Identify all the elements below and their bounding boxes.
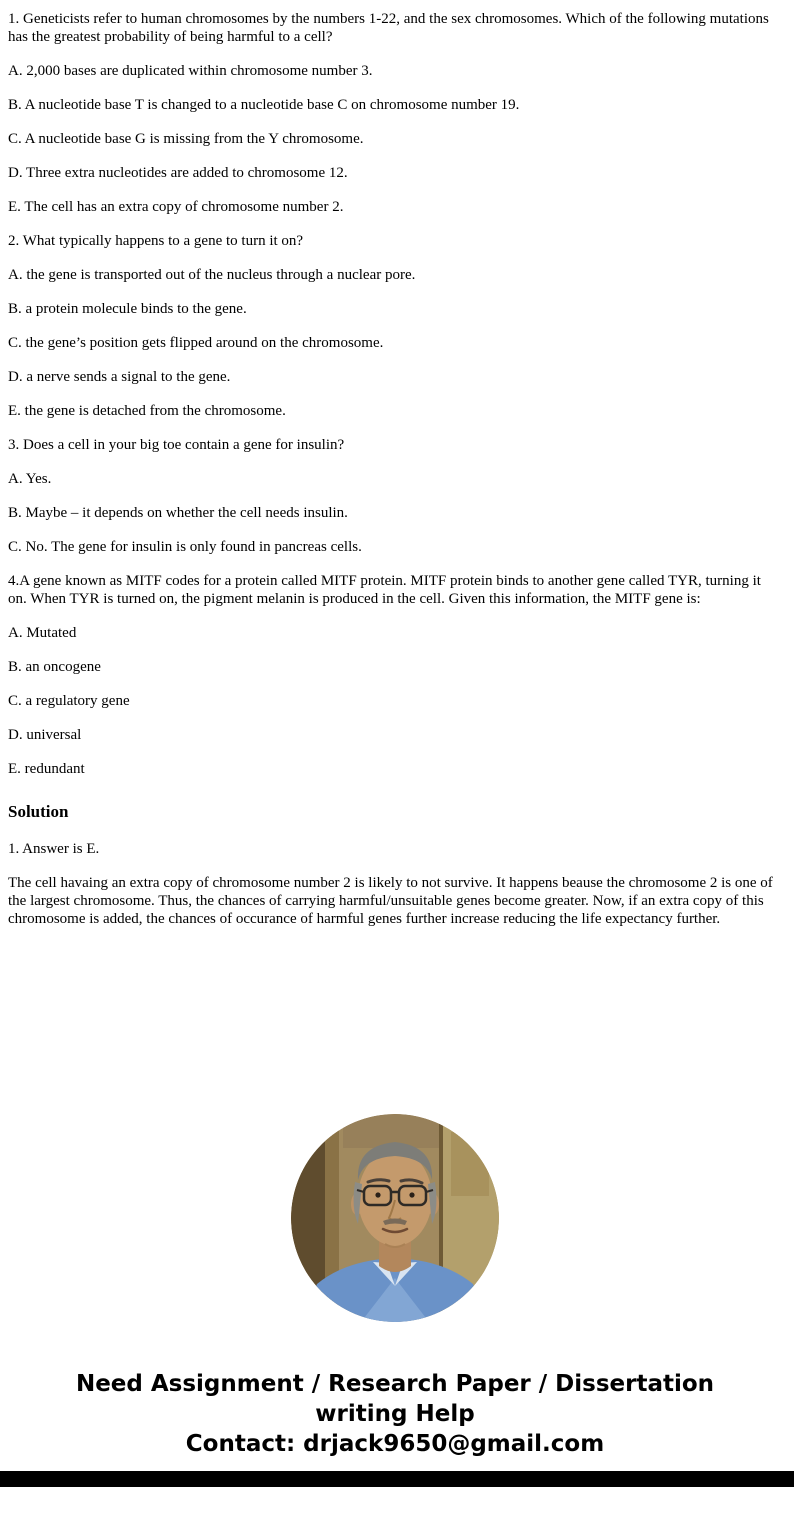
question-2-option-a: A. the gene is transported out of the nucleus through a nuclear pore. <box>8 267 416 283</box>
question-3-option-c: C. No. The gene for insulin is only found in pancreas cells. <box>8 539 362 555</box>
answer-line: 1. Answer is E. <box>8 841 100 857</box>
question-1-option-a: A. 2,000 bases are duplicated within chromosome number 3. <box>8 63 373 79</box>
question-4-option-c: C. a regulatory gene <box>8 693 130 709</box>
question-4-option-d: D. universal <box>8 727 82 743</box>
bottom-bar <box>0 1471 794 1487</box>
question-1-option-d: D. Three extra nucleotides are added to chromosome 12. <box>8 165 348 181</box>
question-4-option-a: A. Mutated <box>8 625 77 641</box>
question-2-option-b: B. a protein molecule binds to the gene. <box>8 301 247 317</box>
question-2-option-d: D. a nerve sends a signal to the gene. <box>8 369 231 385</box>
question-2-option-e: E. the gene is detached from the chromosome. <box>8 403 286 419</box>
tutor-portrait-graphic <box>291 1114 499 1322</box>
question-4-option-b: B. an oncogene <box>8 659 101 675</box>
footer-promo <box>45 1369 745 1459</box>
question-3-option-a: A. Yes. <box>8 471 52 487</box>
question-1-option-b: B. A nucleotide base T is changed to a nucleotide base C on chromosome number 19. <box>8 97 520 113</box>
question-1-option-c: C. A nucleotide base G is missing from the Y chromosome. <box>8 131 364 147</box>
question-2-text: 2. What typically happens to a gene to turn it on? <box>8 233 304 249</box>
solution-heading: Solution <box>8 802 69 821</box>
question-4-option-e: E. redundant <box>8 761 85 777</box>
question-4-text: 4.A gene known as MITF codes for a protein called MITF protein. MITF protein binds to another gene called TYR, turning it on. When TYR is turned on, the pigment melanin is produced in the cell. Given this information, the MITF gene is: <box>8 573 761 607</box>
footer-contact-email: Contact: drjack9650@gmail.com <box>185 1431 605 1457</box>
footer-help-text: Need Assignment / Research Paper / Dissertation writing Help <box>75 1371 715 1427</box>
question-2-option-c: C. the gene’s position gets flipped around on the chromosome. <box>8 335 384 351</box>
question-3-text: 3. Does a cell in your big toe contain a gene for insulin? <box>8 437 345 453</box>
question-1-option-e: E. The cell has an extra copy of chromosome number 2. <box>8 199 344 215</box>
solution-explanation: The cell havaing an extra copy of chromosome number 2 is likely to not survive. It happens beause the chromosome 2 is one of the largest chromosome. Thus, the chances of carrying harmful/unsuitable genes become greater. Now, if an extra copy of this chromosome is added, the chances of occurance of harmful genes further increase reducing the life expectancy further. <box>8 875 773 927</box>
question-3-option-b: B. Maybe – it depends on whether the cell needs insulin. <box>8 505 348 521</box>
avatar <box>291 1114 499 1322</box>
question-1-text: 1. Geneticists refer to human chromosomes by the numbers 1-22, and the sex chromosomes. Which of the following mutations has the greatest probability of being harmful to a cell? <box>8 11 769 45</box>
